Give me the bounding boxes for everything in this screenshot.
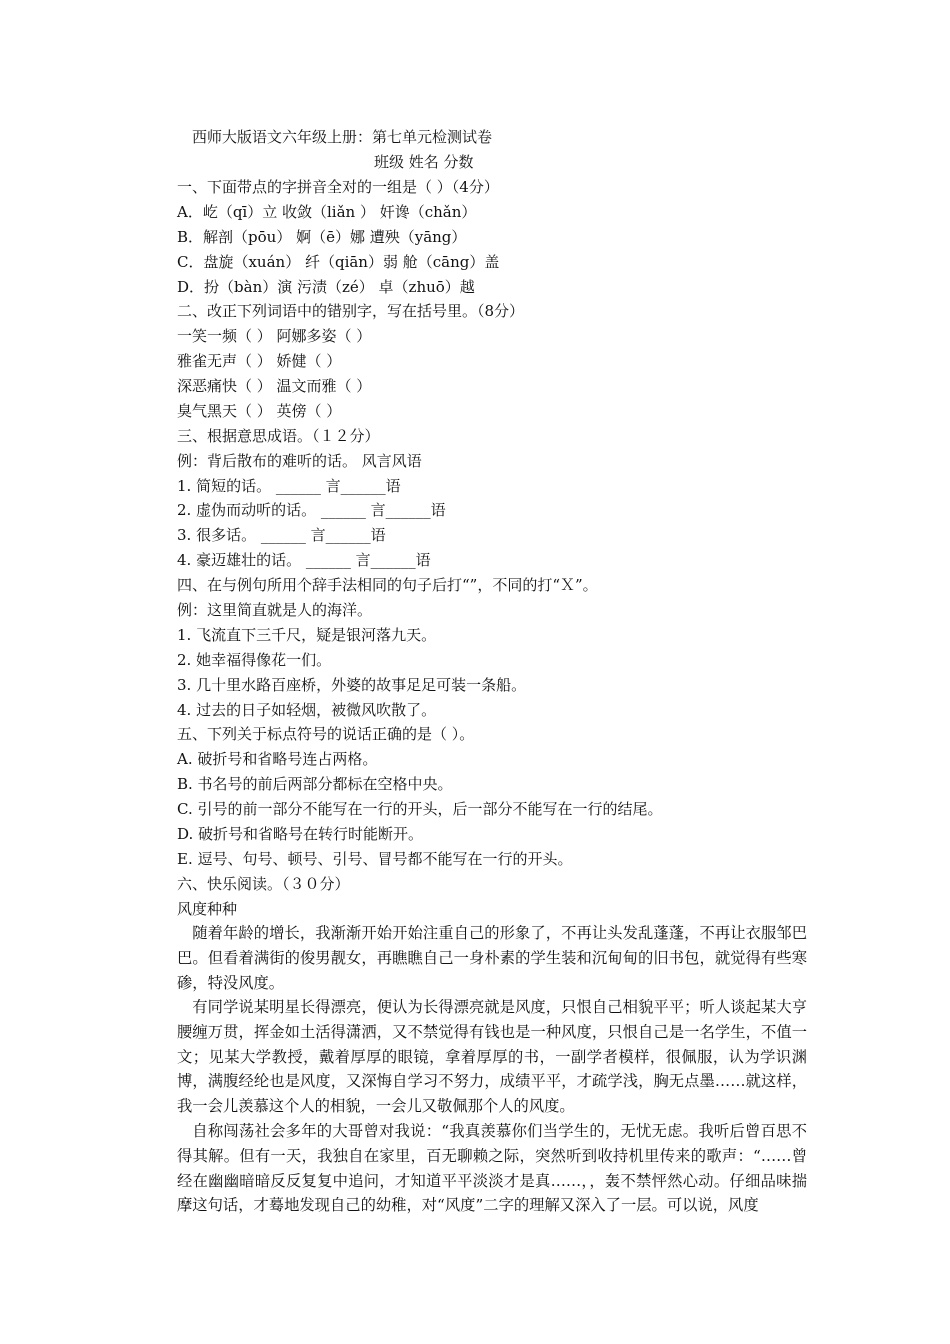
- q3-item: 2. 虚伪而动听的话。 ______ 言______语: [177, 501, 446, 519]
- section-5-heading: 五、下列关于标点符号的说话正确的是（ ）。: [177, 725, 475, 743]
- page-title: 西师大版语文六年级上册：第七单元检测试卷: [192, 128, 493, 146]
- q5-option-d: D. 破折号和省略号在转行时能断开。: [177, 825, 424, 843]
- q3-item: 4. 豪迈雄壮的话。 ______ 言______语: [177, 551, 431, 569]
- q5-option-c: C. 引号的前一部分不能写在一行的开头，后一部分不能写在一行的结尾。: [177, 800, 663, 818]
- q2-row: 臭气黑天（ ） 英傍（ ）: [177, 402, 342, 420]
- q4-item: 4. 过去的日子如轻烟，被微风吹散了。: [177, 701, 437, 719]
- q5-option-e: E. 逗号、句号、顿号、引号、冒号都不能写在一行的开头。: [177, 850, 573, 868]
- section-1-heading: 一、下面带点的字拼音全对的一组是（ ）（4分）: [177, 178, 499, 196]
- q4-example: 例：这里简直就是人的海洋。: [177, 601, 373, 619]
- reading-title: 风度种种: [177, 900, 238, 918]
- section-4-heading: 四、在与例句所用个辞手法相同的句子后打“”，不同的打“Ｘ”。: [177, 576, 598, 594]
- q1-option-d: D．扮（bàn）演 污渍（zé） 卓（zhuō）越: [177, 278, 475, 296]
- q4-item: 3. 几十里水路百座桥，外婆的故事足足可装一条船。: [177, 676, 527, 694]
- student-info-line: 班级 姓名 分数: [374, 153, 474, 171]
- q3-example: 例：背后散布的难听的话。 风言风语: [177, 452, 422, 470]
- section-3-heading: 三、根据意思成语。（１２分）: [177, 427, 380, 445]
- q2-row: 深恶痛快（ ） 温文而雅（ ）: [177, 377, 372, 395]
- q1-option-a: A．屹（qī）立 收敛（liǎn ） 奸谗（chǎn）: [177, 203, 477, 221]
- q2-row: 雅雀无声（ ） 娇健（ ）: [177, 352, 342, 370]
- reading-paragraph-2: 有同学说某明星长得漂亮，便认为长得漂亮就是风度，只恨自己相貌平平；听人谈起某大亨腰缠万贯，挥金如土活得潇洒，又不禁觉得有钱也是一种风度，只恨自己是一名学生，不值一文；见某大学教授，戴着厚厚的眼镜，拿着厚厚的书，一副学者模样，很佩服，认为学识渊博，满腹经纶也是风度，又深悔自学习不努力，成绩平平，才疏学浅，胸无点墨……就这样，我一会儿羡慕这个人的相貌，一会儿又敬佩那个人的风度。: [177, 998, 807, 1116]
- q2-row: 一笑一频（ ） 阿娜多姿（ ）: [177, 327, 372, 345]
- q4-item: 1. 飞流直下三千尺，疑是银河落九天。: [177, 626, 437, 644]
- q3-item: 3. 很多话。 ______ 言______语: [177, 526, 386, 544]
- reading-paragraph-3: 自称闯荡社会多年的大哥曾对我说：“我真羡慕你们当学生的，无忧无虑。我听后曾百思不得其解。但有一天，我独自在家里，百无聊赖之际，突然听到收持机里传来的歌声：“……曾经在幽幽暗暗反反复复中追问，才知道平平淡淡才是真……，，轰不禁怦然心动。仔细品味揣摩这句话，才蓦地发现自己的幼稚，对“风度”二字的理解又深入了一层。可以说，风度: [177, 1122, 807, 1215]
- q5-option-b: B. 书名号的前后两部分都标在空格中央。: [177, 775, 453, 793]
- q1-option-c: C．盘旋（xuán） 纤（qiān）弱 舱（cāng）盖: [177, 253, 500, 271]
- section-6-heading: 六、快乐阅读。（３０分）: [177, 875, 350, 893]
- q3-item: 1. 简短的话。 ______ 言______语: [177, 477, 401, 495]
- reading-paragraph-1: 随着年龄的增长，我渐渐开始开始注重自己的形象了，不再让头发乱蓬蓬，不再让衣服邹巴巴。但看着满街的俊男靓女，再瞧瞧自己一身朴素的学生装和沉甸甸的旧书包，就觉得有些寒碜，特没风度。: [177, 924, 807, 992]
- section-2-heading: 二、改正下列词语中的错别字，写在括号里。（8分）: [177, 302, 525, 320]
- q1-option-b: B．解剖（pōu） 婀（ē）娜 遭殃（yāng）: [177, 228, 467, 246]
- q4-item: 2. 她幸福得像花一们。: [177, 651, 332, 669]
- q5-option-a: A. 破折号和省略号连占两格。: [177, 750, 378, 768]
